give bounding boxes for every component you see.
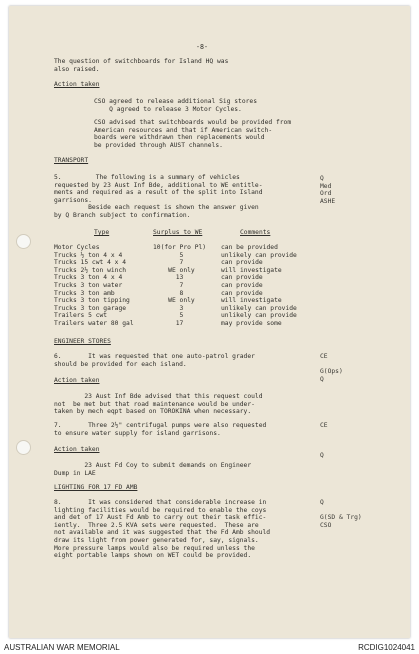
action-7-text: 23 Aust Fd Coy to submit demands on Engineer Dump in LAE (54, 462, 252, 477)
punch-hole (16, 234, 31, 249)
paragraph-5: 5. The following is a summary of vehicles requested by 23 Aust Inf Bde, additional to WE entitle- ments and required as a result of the split into Island garrisons. Beside each request is shown the answer given by Q Branch subject to confirmation. (54, 174, 263, 219)
paragraph-7: 7. Three 2½" centrifugal pumps were also requested to ensure water supply for island garrisons. (54, 422, 267, 437)
comments-list: can be provided unlikely can provide can provide will investigate can provide can provide can provide will investigate unlikely can provide unlikely can provide may provide some (221, 244, 297, 327)
action-taken-text: CSO advised that switchboards would be provided from American resources and that if American switch- boards were withdrawn then replacements would be provided through AUST channels. (94, 119, 292, 149)
table-header-comments: Comments (240, 229, 271, 236)
margin-note: Q G(SD & Trg) CSO (320, 499, 362, 529)
punch-hole (16, 440, 31, 455)
margin-note: Q Med Ord ASHE (320, 175, 336, 205)
action-taken-heading: Action taken (54, 446, 100, 453)
section-heading-transport: TRANSPORT (54, 157, 89, 164)
section-heading-lighting: LIGHTING FOR 17 FD AMB (54, 484, 138, 491)
page-number: -8- (196, 43, 208, 51)
footer-source: AUSTRALIAN WAR MEMORIAL (4, 643, 120, 652)
action-taken-text: CSO agreed to release additional Sig stores Q agreed to release 3 Motor Cycles. (94, 98, 258, 113)
paragraph-8: 8. It was considered that considerable increase in lighting facilities would be required to enable the coys and det of 17 Aust Fd Amb to carry out their task effic- iently. Three 2.5 KVA sets were requested. These are not available and it was suggested that the Fd Amb should draw its light from power generated for, say, signals. More pressure lamps would also be required unless the eight portable lamps shown on WET could be provided. (54, 499, 271, 560)
intro-paragraph: The question of switchboards for Island HQ was also raised. (54, 58, 229, 73)
surplus-list: 10(for Pro Pl) 5 7 WE only 13 7 8 WE only 3 5 17 (153, 244, 207, 327)
table-header-type: Type (94, 229, 110, 236)
action-taken-heading: Action taken (54, 377, 100, 384)
archive-footer (0, 641, 419, 654)
margin-note: CE Q (320, 422, 328, 460)
section-heading-engineer: ENGINEER STORES (54, 338, 111, 345)
footer-record-id: RCDIG1024041 (358, 643, 415, 652)
vehicle-type-list: Motor Cycles Trucks ½ ton 4 x 4 Trucks 15 cwt 4 x 4 Trucks 2½ ton winch Trucks 3 ton 4 x 4 Trucks 3 ton water Trucks 3 ton amb Trucks 3 ton tipping Trucks 3 ton garage Trailers 5 cwt Trailers water 80 gal (54, 244, 134, 327)
table-header-surplus: Surplus to WE (153, 229, 203, 236)
action-6-text: 23 Aust Inf Bde advised that this request could not be met but that road maintenance would be under- taken by mech eqpt based on TOROKINA when necessary. (54, 393, 263, 416)
margin-note: CE G(Ops) Q (320, 353, 343, 383)
paragraph-6: 6. It was requested that one auto-patrol grader should be provided for each island. (54, 353, 255, 368)
action-taken-heading: Action taken (54, 81, 100, 88)
